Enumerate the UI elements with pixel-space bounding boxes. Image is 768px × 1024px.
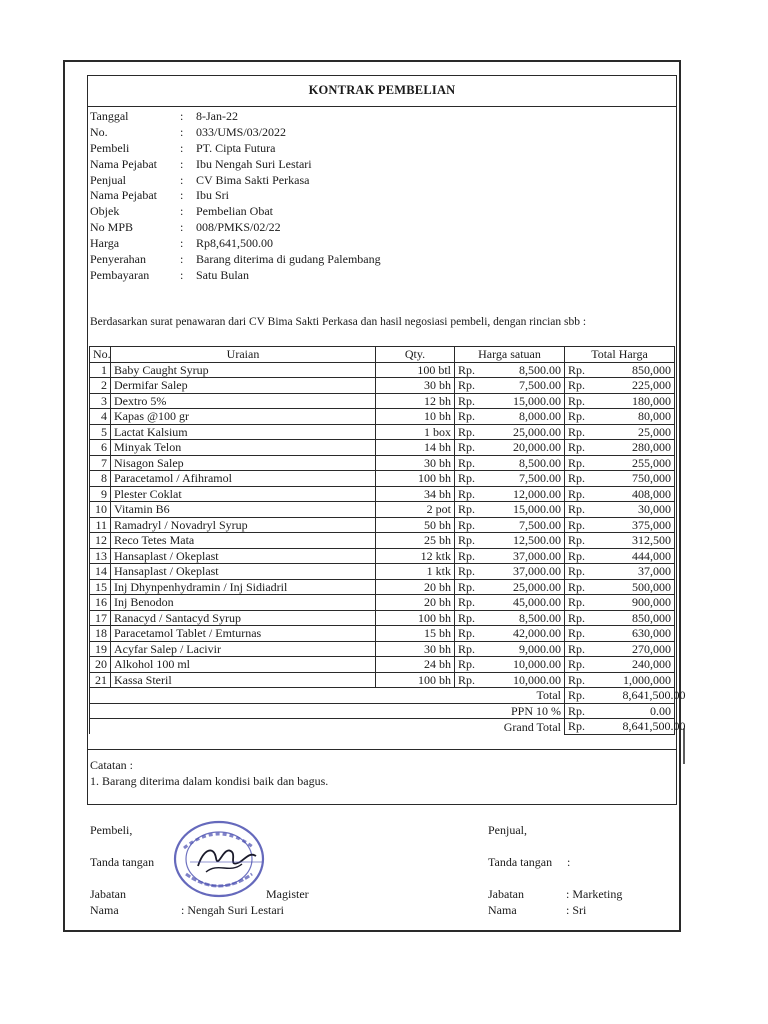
- contract-info-block: [90, 109, 381, 284]
- cell-harga-satuan: 10,000.00: [510, 672, 565, 688]
- cell-qty: 15 bh: [376, 626, 455, 642]
- cell-harga-satuan: 9,000.00: [510, 641, 565, 657]
- pen-mark: [681, 726, 687, 766]
- cell-harga-satuan: 7,500.00: [510, 378, 565, 394]
- cell-qty: 14 bh: [376, 440, 455, 456]
- cell-no: 4: [90, 409, 111, 425]
- cell-no: 6: [90, 440, 111, 456]
- cell-uraian: Kassa Steril: [111, 672, 376, 688]
- table-row: [90, 672, 675, 688]
- cell-uraian: Reco Tetes Mata: [111, 533, 376, 549]
- cell-uraian: Dermifar Salep: [111, 378, 376, 394]
- cell-qty: 10 bh: [376, 409, 455, 425]
- cell-currency: Rp.: [565, 409, 620, 425]
- cell-currency: Rp.: [455, 548, 510, 564]
- info-colon: :: [180, 156, 184, 171]
- cell-uraian: Alkohol 100 ml: [111, 657, 376, 673]
- header-uraian: Uraian: [111, 347, 376, 363]
- notes-heading: Catatan :: [90, 758, 133, 772]
- cell-harga-satuan: 8,500.00: [510, 362, 565, 378]
- cell-currency: Rp.: [565, 657, 620, 673]
- cell-currency: Rp.: [455, 517, 510, 533]
- cell-harga-satuan: 8,500.00: [510, 610, 565, 626]
- cell-currency: Rp.: [455, 641, 510, 657]
- info-colon: :: [180, 220, 184, 235]
- cell-harga-satuan: 25,000.00: [510, 424, 565, 440]
- cell-uraian: Baby Caught Syrup: [111, 362, 376, 378]
- summary-currency: Rp.: [565, 688, 620, 704]
- info-value: CV Bima Sakti Perkasa: [196, 172, 310, 187]
- cell-uraian: Lactat Kalsium: [111, 424, 376, 440]
- cell-total-harga: 255,000: [620, 455, 675, 471]
- info-value: Ibu Nengah Suri Lestari: [196, 156, 312, 171]
- info-colon: :: [180, 267, 184, 282]
- cell-qty: 100 bh: [376, 471, 455, 487]
- seller-nama-label: Nama: [488, 903, 517, 917]
- table-row: [90, 393, 675, 409]
- cell-currency: Rp.: [455, 471, 510, 487]
- cell-uraian: Vitamin B6: [111, 502, 376, 518]
- info-row: [90, 252, 381, 268]
- cell-currency: Rp.: [565, 455, 620, 471]
- cell-total-harga: 280,000: [620, 440, 675, 456]
- cell-total-harga: 30,000: [620, 502, 675, 518]
- cell-total-harga: 408,000: [620, 486, 675, 502]
- cell-total-harga: 37,000: [620, 564, 675, 580]
- cell-uraian: Dextro 5%: [111, 393, 376, 409]
- cell-uraian: Paracetamol Tablet / Emturnas: [111, 626, 376, 642]
- cell-qty: 30 bh: [376, 378, 455, 394]
- info-row: [90, 125, 381, 141]
- buyer-nama-value-wrap: : Nengah Suri Lestari: [181, 903, 284, 917]
- cell-uraian: Acyfar Salep / Lacivir: [111, 641, 376, 657]
- cell-uraian: Plester Coklat: [111, 486, 376, 502]
- cell-currency: Rp.: [565, 672, 620, 688]
- cell-total-harga: 225,000: [620, 378, 675, 394]
- info-value: 8-Jan-22: [196, 109, 238, 123]
- table-row: [90, 362, 675, 378]
- cell-total-harga: 444,000: [620, 548, 675, 564]
- cell-total-harga: 500,000: [620, 579, 675, 595]
- summary-value: 8,641,500.00: [620, 719, 675, 735]
- info-row: [90, 157, 381, 173]
- info-row: [90, 204, 381, 220]
- info-colon: :: [180, 236, 184, 251]
- cell-no: 5: [90, 424, 111, 440]
- info-label: Tanggal: [90, 109, 129, 123]
- summary-row: [90, 719, 675, 735]
- cell-total-harga: 630,000: [620, 626, 675, 642]
- cell-no: 15: [90, 579, 111, 595]
- cell-harga-satuan: 45,000.00: [510, 595, 565, 611]
- cell-currency: Rp.: [455, 626, 510, 642]
- info-value: Rp8,641,500.00: [196, 236, 274, 251]
- cell-no: 8: [90, 471, 111, 487]
- cell-uraian: Hansaplast / Okeplast: [111, 548, 376, 564]
- info-label: Harga: [90, 236, 120, 251]
- cell-qty: 1 box: [376, 424, 455, 440]
- cell-harga-satuan: 15,000.00: [510, 393, 565, 409]
- cell-qty: 30 bh: [376, 641, 455, 657]
- buyer-nama-label: Nama: [90, 903, 119, 917]
- cell-harga-satuan: 12,500.00: [510, 533, 565, 549]
- company-stamp: [170, 818, 268, 900]
- info-colon: :: [180, 204, 184, 219]
- cell-qty: 100 bh: [376, 672, 455, 688]
- info-label: No MPB: [90, 220, 134, 235]
- cell-harga-satuan: 12,000.00: [510, 486, 565, 502]
- info-label: Objek: [90, 204, 120, 219]
- cell-harga-satuan: 42,000.00: [510, 626, 565, 642]
- info-label: Pembeli: [90, 140, 130, 155]
- cell-currency: Rp.: [565, 533, 620, 549]
- header-total-harga: Total Harga: [565, 347, 675, 363]
- cell-currency: Rp.: [455, 409, 510, 425]
- cell-currency: Rp.: [565, 579, 620, 595]
- summary-currency: Rp.: [565, 719, 620, 735]
- cell-currency: Rp.: [455, 610, 510, 626]
- info-label: Penjual: [90, 172, 126, 187]
- cell-currency: Rp.: [455, 502, 510, 518]
- cell-total-harga: 375,000: [620, 517, 675, 533]
- cell-currency: Rp.: [455, 455, 510, 471]
- table-row: [90, 440, 675, 456]
- cell-total-harga: 750,000: [620, 471, 675, 487]
- cell-total-harga: 1,000,000: [620, 672, 675, 688]
- cell-currency: Rp.: [565, 610, 620, 626]
- info-row: [90, 141, 381, 157]
- cell-qty: 24 bh: [376, 657, 455, 673]
- cell-currency: Rp.: [565, 471, 620, 487]
- seller-heading: Penjual,: [488, 823, 527, 837]
- table-row: [90, 424, 675, 440]
- cell-total-harga: 850,000: [620, 610, 675, 626]
- cell-harga-satuan: 20,000.00: [510, 440, 565, 456]
- info-value: Pembelian Obat: [196, 204, 273, 219]
- buyer-jabatan-label: Jabatan: [90, 887, 126, 901]
- cell-currency: Rp.: [455, 533, 510, 549]
- info-value: 008/PMKS/02/22: [196, 220, 281, 235]
- cell-no: 13: [90, 548, 111, 564]
- cell-qty: 100 btl: [376, 362, 455, 378]
- info-label: Nama Pejabat: [90, 188, 157, 203]
- buyer-heading: Pembeli,: [90, 823, 133, 837]
- table-row: [90, 378, 675, 394]
- cell-qty: 20 bh: [376, 579, 455, 595]
- buyer-jabatan-value: Magister: [266, 887, 309, 901]
- cell-qty: 1 ktk: [376, 564, 455, 580]
- cell-no: 7: [90, 455, 111, 471]
- cell-uraian: Kapas @100 gr: [111, 409, 376, 425]
- table-row: [90, 641, 675, 657]
- summary-row: [90, 703, 675, 719]
- cell-currency: Rp.: [565, 378, 620, 394]
- cell-currency: Rp.: [565, 548, 620, 564]
- cell-harga-satuan: 8,000.00: [510, 409, 565, 425]
- cell-total-harga: 850,000: [620, 362, 675, 378]
- cell-total-harga: 240,000: [620, 657, 675, 673]
- cell-no: 1: [90, 362, 111, 378]
- summary-label: PPN 10 %: [90, 703, 565, 719]
- info-value: 033/UMS/03/2022: [196, 124, 287, 139]
- info-value: PT. Cipta Futura: [196, 140, 276, 155]
- cell-currency: Rp.: [565, 502, 620, 518]
- cell-currency: Rp.: [455, 672, 510, 688]
- seller-sign-colon: :: [567, 855, 571, 869]
- notes-block: [90, 757, 328, 789]
- summary-label: Grand Total: [90, 719, 565, 735]
- cell-currency: Rp.: [455, 564, 510, 580]
- cell-uraian: Ramadryl / Novadryl Syrup: [111, 517, 376, 533]
- notes-item: 1. Barang diterima dalam kondisi baik dan bagus.: [90, 774, 329, 788]
- table-header-row: [90, 347, 675, 363]
- cell-currency: Rp.: [565, 362, 620, 378]
- cell-uraian: Hansaplast / Okeplast: [111, 564, 376, 580]
- info-colon: :: [180, 109, 184, 123]
- cell-harga-satuan: 25,000.00: [510, 579, 565, 595]
- info-value: Barang diterima di gudang Palembang: [196, 252, 381, 267]
- cell-no: 17: [90, 610, 111, 626]
- cell-currency: Rp.: [565, 641, 620, 657]
- info-row: [90, 188, 381, 204]
- cell-qty: 12 ktk: [376, 548, 455, 564]
- info-colon: :: [180, 188, 184, 203]
- cell-qty: 30 bh: [376, 455, 455, 471]
- cell-total-harga: 270,000: [620, 641, 675, 657]
- cell-qty: 20 bh: [376, 595, 455, 611]
- cell-harga-satuan: 37,000.00: [510, 564, 565, 580]
- notes-divider: [87, 749, 677, 750]
- cell-harga-satuan: 8,500.00: [510, 455, 565, 471]
- cell-uraian: Inj Benodon: [111, 595, 376, 611]
- info-row: [90, 220, 381, 236]
- cell-currency: Rp.: [565, 486, 620, 502]
- cell-currency: Rp.: [455, 378, 510, 394]
- cell-no: 21: [90, 672, 111, 688]
- cell-currency: Rp.: [455, 657, 510, 673]
- table-row: [90, 626, 675, 642]
- cell-harga-satuan: 10,000.00: [510, 657, 565, 673]
- cell-no: 11: [90, 517, 111, 533]
- cell-harga-satuan: 7,500.00: [510, 517, 565, 533]
- cell-no: 9: [90, 486, 111, 502]
- cell-qty: 34 bh: [376, 486, 455, 502]
- cell-qty: 50 bh: [376, 517, 455, 533]
- info-row: [90, 109, 381, 125]
- cell-currency: Rp.: [565, 393, 620, 409]
- cell-harga-satuan: 15,000.00: [510, 502, 565, 518]
- info-colon: :: [180, 172, 184, 187]
- table-row: [90, 517, 675, 533]
- cell-no: 16: [90, 595, 111, 611]
- summary-value: 0.00: [620, 703, 675, 719]
- cell-total-harga: 180,000: [620, 393, 675, 409]
- info-row: [90, 236, 381, 252]
- cell-total-harga: 80,000: [620, 409, 675, 425]
- info-row: [90, 268, 381, 284]
- cell-uraian: Nisagon Salep: [111, 455, 376, 471]
- info-label: Penyerahan: [90, 252, 146, 267]
- table-row: [90, 533, 675, 549]
- document-title: KONTRAK PEMBELIAN: [87, 75, 677, 107]
- cell-uraian: Inj Dhynpenhydramin / Inj Sidiadril: [111, 579, 376, 595]
- cell-harga-satuan: 7,500.00: [510, 471, 565, 487]
- info-label: Nama Pejabat: [90, 156, 157, 171]
- buyer-nama-value: Nengah Suri Lestari: [187, 903, 284, 917]
- cell-no: 2: [90, 378, 111, 394]
- table-row: [90, 610, 675, 626]
- cell-no: 14: [90, 564, 111, 580]
- summary-value: 8,641,500.00: [620, 688, 675, 704]
- table-row: [90, 409, 675, 425]
- cell-qty: 12 bh: [376, 393, 455, 409]
- table-row: [90, 548, 675, 564]
- cell-currency: Rp.: [455, 424, 510, 440]
- table-row: [90, 595, 675, 611]
- cell-currency: Rp.: [455, 440, 510, 456]
- seller-sign-label: Tanda tangan: [488, 855, 553, 869]
- info-value: Satu Bulan: [196, 267, 249, 282]
- cell-currency: Rp.: [565, 564, 620, 580]
- info-label: Pembayaran: [90, 267, 150, 282]
- info-colon: :: [180, 252, 184, 267]
- cell-no: 18: [90, 626, 111, 642]
- header-harga-satuan: Harga satuan: [455, 347, 565, 363]
- cell-currency: Rp.: [565, 517, 620, 533]
- table-row: [90, 657, 675, 673]
- info-label: No.: [90, 124, 108, 139]
- cell-currency: Rp.: [455, 579, 510, 595]
- table-row: [90, 471, 675, 487]
- summary-currency: Rp.: [565, 703, 620, 719]
- cell-currency: Rp.: [565, 440, 620, 456]
- header-no: No.: [90, 347, 111, 363]
- info-value: Ibu Sri: [196, 188, 229, 203]
- seller-jabatan-label: Jabatan: [488, 887, 524, 901]
- cell-qty: 2 pot: [376, 502, 455, 518]
- cell-total-harga: 312,500: [620, 533, 675, 549]
- info-row: [90, 173, 381, 189]
- items-table: [89, 346, 686, 735]
- cell-no: 20: [90, 657, 111, 673]
- cell-currency: Rp.: [565, 595, 620, 611]
- seller-jabatan-value: : Marketing: [566, 887, 623, 901]
- cell-currency: Rp.: [455, 486, 510, 502]
- intro-text: Berdasarkan surat penawaran dari CV Bima Sakti Perkasa dan hasil negosiasi pembeli, dengan rincian sbb :: [90, 316, 587, 328]
- cell-no: 10: [90, 502, 111, 518]
- cell-qty: 100 bh: [376, 610, 455, 626]
- cell-uraian: Minyak Telon: [111, 440, 376, 456]
- cell-currency: Rp.: [455, 595, 510, 611]
- cell-uraian: Paracetamol / Afihramol: [111, 471, 376, 487]
- cell-no: 3: [90, 393, 111, 409]
- table-row: [90, 455, 675, 471]
- cell-no: 12: [90, 533, 111, 549]
- cell-harga-satuan: 37,000.00: [510, 548, 565, 564]
- table-row: [90, 564, 675, 580]
- cell-currency: Rp.: [455, 362, 510, 378]
- cell-currency: Rp.: [565, 424, 620, 440]
- info-colon: :: [180, 140, 184, 155]
- buyer-sign-label: Tanda tangan: [90, 855, 155, 869]
- cell-no: 19: [90, 641, 111, 657]
- table-row: [90, 486, 675, 502]
- info-colon: :: [180, 124, 184, 139]
- table-row: [90, 579, 675, 595]
- table-row: [90, 502, 675, 518]
- cell-uraian: Ranacyd / Santacyd Syrup: [111, 610, 376, 626]
- cell-total-harga: 25,000: [620, 424, 675, 440]
- summary-label: Total: [90, 688, 565, 704]
- cell-qty: 25 bh: [376, 533, 455, 549]
- seller-nama-value: : Sri: [566, 903, 587, 917]
- header-qty: Qty.: [376, 347, 455, 363]
- cell-currency: Rp.: [565, 626, 620, 642]
- cell-currency: Rp.: [455, 393, 510, 409]
- cell-total-harga: 900,000: [620, 595, 675, 611]
- summary-row: [90, 688, 675, 704]
